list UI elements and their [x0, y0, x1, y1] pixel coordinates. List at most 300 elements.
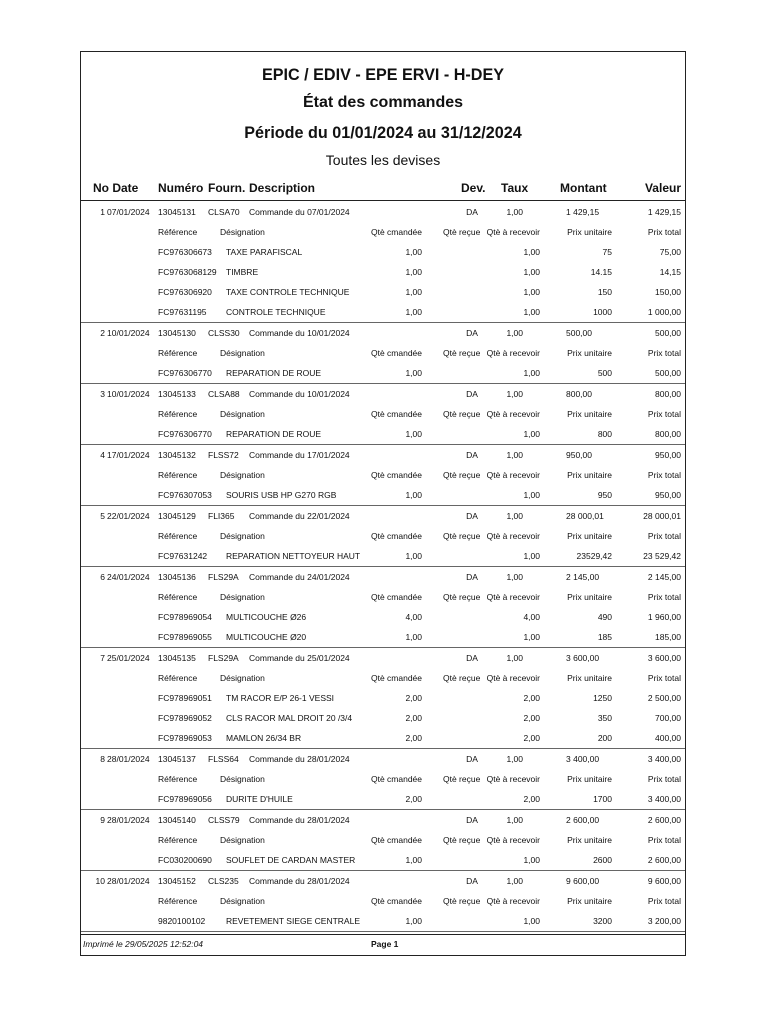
order-montant: 3 600,00 [566, 653, 600, 663]
order-taux: 1,00 [506, 653, 523, 663]
label-reference: Référence [158, 409, 198, 419]
label-qte-recue: Qtè reçue [443, 896, 481, 906]
line-prix-total: 3 200,00 [647, 916, 681, 926]
label-qte-cmandee: Qtè cmandée [370, 592, 422, 602]
line-qte-recevoir: 2,00 [523, 794, 540, 804]
order-dev: DA [466, 207, 478, 217]
label-prix-unitaire: Prix unitaire [567, 470, 612, 480]
line-qte-recevoir: 1,00 [523, 287, 540, 297]
label-qte-cmandee: Qtè cmandée [370, 409, 422, 419]
col-description: Description [249, 181, 316, 195]
line-reference: FC976307053 [158, 490, 212, 500]
order-valeur: 9 600,00 [647, 876, 681, 886]
line-prix-unitaire: 75 [602, 247, 612, 257]
order-line-row [81, 302, 685, 322]
label-qte-recue: Qtè reçue [443, 227, 481, 237]
order-block [81, 871, 685, 932]
label-prix-total: Prix total [647, 227, 681, 237]
order-taux: 1,00 [506, 876, 523, 886]
order-block [81, 810, 685, 871]
label-prix-unitaire: Prix unitaire [567, 409, 612, 419]
label-designation: Désignation [220, 227, 265, 237]
order-description: Commande du 10/01/2024 [249, 328, 350, 338]
line-qte-recevoir: 1,00 [523, 916, 540, 926]
order-numero: 13045130 [158, 328, 196, 338]
order-line-row [81, 708, 685, 728]
label-prix-unitaire: Prix unitaire [567, 774, 612, 784]
line-prix-total: 2 600,00 [647, 855, 681, 865]
order-numero: 13045129 [158, 511, 196, 521]
order-description: Commande du 28/01/2024 [249, 815, 350, 825]
line-reference: FC978969051 [158, 693, 212, 703]
line-reference: FC9763068129 [158, 267, 217, 277]
line-designation: TIMBRE [226, 267, 259, 277]
label-reference: Référence [158, 227, 198, 237]
line-qte-cmandee: 1,00 [405, 632, 422, 642]
order-description: Commande du 22/01/2024 [249, 511, 350, 521]
label-qte-cmandee: Qtè cmandée [370, 227, 422, 237]
label-designation: Désignation [220, 835, 265, 845]
line-labels-row [81, 668, 685, 688]
line-labels-row [81, 891, 685, 911]
order-dev: DA [466, 572, 478, 582]
line-qte-recevoir: 1,00 [523, 267, 540, 277]
order-numero: 13045131 [158, 207, 196, 217]
order-fourn: FLSS64 [208, 754, 239, 764]
order-date: 25/01/2024 [107, 653, 150, 663]
line-qte-cmandee: 1,00 [405, 855, 422, 865]
line-qte-recevoir: 1,00 [523, 632, 540, 642]
col-montant: Montant [560, 181, 607, 195]
order-fourn: FLS29A [208, 572, 239, 582]
line-designation: TM RACOR E/P 26-1 VESSI [226, 693, 335, 703]
header-divider [81, 200, 685, 201]
order-valeur: 800,00 [655, 389, 681, 399]
line-prix-unitaire: 2600 [593, 855, 612, 865]
line-reference: FC976306770 [158, 368, 212, 378]
label-prix-unitaire: Prix unitaire [567, 531, 612, 541]
order-date: 28/01/2024 [107, 876, 150, 886]
line-designation: MULTICOUCHE Ø20 [226, 632, 307, 642]
label-prix-total: Prix total [647, 774, 681, 784]
line-prix-total: 700,00 [655, 713, 681, 723]
line-qte-recevoir: 2,00 [523, 693, 540, 703]
order-header-row [81, 648, 685, 668]
line-reference: FC978969055 [158, 632, 212, 642]
line-qte-recevoir: 1,00 [523, 490, 540, 500]
col-numero: Numéro [158, 181, 204, 195]
line-designation: REPARATION NETTOYEUR HAUT [226, 551, 361, 561]
label-reference: Référence [158, 896, 198, 906]
order-header-row [81, 567, 685, 587]
order-valeur: 2 600,00 [647, 815, 681, 825]
order-description: Commande du 25/01/2024 [249, 653, 350, 663]
order-taux: 1,00 [506, 815, 523, 825]
label-prix-unitaire: Prix unitaire [567, 592, 612, 602]
label-designation: Désignation [220, 531, 265, 541]
label-reference: Référence [158, 470, 198, 480]
line-prix-total: 500,00 [655, 368, 681, 378]
line-prix-unitaire: 500 [597, 368, 612, 378]
label-prix-unitaire: Prix unitaire [567, 896, 612, 906]
line-designation: DURITE D'HUILE [226, 794, 293, 804]
order-no: 3 [100, 389, 105, 399]
order-header-row [81, 445, 685, 465]
line-qte-cmandee: 1,00 [405, 287, 422, 297]
order-line-row [81, 728, 685, 748]
label-qte-recevoir: Qtè à recevoir [486, 227, 540, 237]
order-line-row [81, 607, 685, 627]
order-header-row [81, 202, 685, 222]
order-montant: 2 145,00 [566, 572, 600, 582]
order-montant: 1 429,15 [566, 207, 600, 217]
orders-list [81, 202, 685, 932]
order-taux: 1,00 [506, 754, 523, 764]
page-number: Page 1 [371, 939, 399, 949]
line-qte-recevoir: 4,00 [523, 612, 540, 622]
label-qte-cmandee: Qtè cmandée [370, 531, 422, 541]
report-page [80, 51, 686, 956]
order-dev: DA [466, 754, 478, 764]
col-fourn: Fourn. [208, 181, 246, 195]
line-prix-unitaire: 23529,42 [576, 551, 612, 561]
order-montant: 500,00 [566, 328, 592, 338]
col-taux: Taux [501, 181, 529, 195]
label-qte-cmandee: Qtè cmandée [370, 348, 422, 358]
label-qte-cmandee: Qtè cmandée [370, 896, 422, 906]
order-block [81, 202, 685, 323]
line-reference: FC97631242 [158, 551, 208, 561]
line-labels-row [81, 769, 685, 789]
order-dev: DA [466, 328, 478, 338]
order-fourn: CLSS30 [208, 328, 240, 338]
printed-date: Imprimé le 29/05/2025 12:52:04 [83, 939, 204, 949]
col-dev: Dev. [461, 181, 486, 195]
label-prix-total: Prix total [647, 592, 681, 602]
line-labels-row [81, 830, 685, 850]
line-qte-recevoir: 1,00 [523, 307, 540, 317]
line-designation: SOUFLET DE CARDAN MASTER [226, 855, 356, 865]
line-prix-total: 23 529,42 [643, 551, 681, 561]
order-montant: 800,00 [566, 389, 592, 399]
line-prix-unitaire: 350 [597, 713, 612, 723]
line-qte-cmandee: 2,00 [405, 733, 422, 743]
line-labels-row [81, 404, 685, 424]
label-qte-recue: Qtè reçue [443, 409, 481, 419]
label-qte-recevoir: Qtè à recevoir [486, 673, 540, 683]
order-description: Commande du 28/01/2024 [249, 754, 350, 764]
label-qte-cmandee: Qtè cmandée [370, 470, 422, 480]
line-qte-recevoir: 1,00 [523, 368, 540, 378]
order-no: 2 [100, 328, 105, 338]
label-prix-unitaire: Prix unitaire [567, 835, 612, 845]
line-labels-row [81, 343, 685, 363]
label-qte-cmandee: Qtè cmandée [370, 835, 422, 845]
label-designation: Désignation [220, 673, 265, 683]
label-reference: Référence [158, 531, 198, 541]
order-block [81, 567, 685, 648]
order-header-row [81, 323, 685, 343]
line-qte-cmandee: 1,00 [405, 307, 422, 317]
order-line-row [81, 363, 685, 383]
order-no: 5 [100, 511, 105, 521]
label-prix-total: Prix total [647, 673, 681, 683]
line-prix-total: 2 500,00 [647, 693, 681, 703]
line-prix-unitaire: 1700 [593, 794, 612, 804]
order-valeur: 1 429,15 [647, 207, 681, 217]
order-line-row [81, 242, 685, 262]
order-fourn: CLSA88 [208, 389, 240, 399]
line-reference: FC97631195 [158, 307, 207, 317]
line-prix-total: 75,00 [659, 247, 681, 257]
label-qte-recevoir: Qtè à recevoir [486, 774, 540, 784]
order-valeur: 3 600,00 [647, 653, 681, 663]
line-reference: FC976306770 [158, 429, 212, 439]
order-header-row [81, 749, 685, 769]
line-prix-unitaire: 950 [597, 490, 612, 500]
order-block [81, 749, 685, 810]
order-no: 9 [100, 815, 105, 825]
line-designation: CLS RACOR MAL DROIT 20 /3/4 [226, 713, 353, 723]
line-qte-recevoir: 1,00 [523, 429, 540, 439]
report-period: Période du 01/01/2024 au 31/12/2024 [244, 123, 522, 142]
order-no: 7 [100, 653, 105, 663]
line-labels-row [81, 526, 685, 546]
line-prix-unitaire: 490 [597, 612, 612, 622]
label-qte-cmandee: Qtè cmandée [370, 673, 422, 683]
line-qte-recevoir: 1,00 [523, 855, 540, 865]
order-header-row [81, 810, 685, 830]
order-montant: 9 600,00 [566, 876, 600, 886]
order-fourn: FLSS72 [208, 450, 239, 460]
line-designation: TAXE PARAFISCAL [226, 247, 303, 257]
label-designation: Désignation [220, 774, 265, 784]
line-qte-cmandee: 1,00 [405, 551, 422, 561]
line-reference: 9820100102 [158, 916, 206, 926]
order-date: 07/01/2024 [107, 207, 150, 217]
company-title: EPIC / EDIV - EPE ERVI - H-DEY [261, 65, 505, 84]
order-line-row [81, 789, 685, 809]
label-qte-recue: Qtè reçue [443, 470, 481, 480]
order-line-row [81, 424, 685, 444]
line-prix-total: 1 960,00 [647, 612, 681, 622]
line-designation: TAXE CONTROLE TECHNIQUE [226, 287, 350, 297]
order-montant: 950,00 [566, 450, 592, 460]
order-block [81, 323, 685, 384]
order-dev: DA [466, 389, 478, 399]
order-date: 24/01/2024 [107, 572, 150, 582]
line-designation: SOURIS USB HP G270 RGB [226, 490, 337, 500]
order-no: 4 [100, 450, 105, 460]
order-dev: DA [466, 450, 478, 460]
line-qte-cmandee: 2,00 [405, 693, 422, 703]
order-numero: 13045137 [158, 754, 196, 764]
label-prix-total: Prix total [647, 409, 681, 419]
order-date: 17/01/2024 [107, 450, 150, 460]
order-no: 1 [100, 207, 105, 217]
order-montant: 3 400,00 [566, 754, 600, 764]
line-labels-row [81, 222, 685, 242]
line-qte-cmandee: 1,00 [405, 916, 422, 926]
line-reference: FC978969052 [158, 713, 212, 723]
line-qte-cmandee: 2,00 [405, 713, 422, 723]
line-reference: FC978969053 [158, 733, 212, 743]
order-valeur: 3 400,00 [647, 754, 681, 764]
order-description: Commande du 07/01/2024 [249, 207, 350, 217]
label-designation: Désignation [220, 896, 265, 906]
label-reference: Référence [158, 835, 198, 845]
label-qte-recue: Qtè reçue [443, 835, 481, 845]
label-qte-recevoir: Qtè à recevoir [486, 470, 540, 480]
line-labels-row [81, 587, 685, 607]
line-prix-total: 1 000,00 [647, 307, 681, 317]
order-fourn: CLS235 [208, 876, 239, 886]
order-valeur: 950,00 [655, 450, 681, 460]
label-designation: Désignation [220, 592, 265, 602]
line-designation: MULTICOUCHE Ø26 [226, 612, 307, 622]
order-taux: 1,00 [506, 389, 523, 399]
line-qte-cmandee: 1,00 [405, 267, 422, 277]
label-reference: Référence [158, 348, 198, 358]
line-qte-cmandee: 1,00 [405, 368, 422, 378]
order-fourn: CLSS79 [208, 815, 240, 825]
order-line-row [81, 911, 685, 931]
order-line-row [81, 688, 685, 708]
label-reference: Référence [158, 774, 198, 784]
order-valeur: 2 145,00 [647, 572, 681, 582]
order-description: Commande du 10/01/2024 [249, 389, 350, 399]
line-prix-unitaire: 1250 [593, 693, 612, 703]
line-prix-total: 400,00 [655, 733, 681, 743]
order-numero: 13045136 [158, 572, 196, 582]
order-valeur: 28 000,01 [643, 511, 681, 521]
order-dev: DA [466, 876, 478, 886]
line-prix-total: 3 400,00 [647, 794, 681, 804]
order-fourn: CLSA70 [208, 207, 240, 217]
order-taux: 1,00 [506, 450, 523, 460]
order-montant: 2 600,00 [566, 815, 600, 825]
order-montant: 28 000,01 [566, 511, 604, 521]
order-line-row [81, 485, 685, 505]
label-prix-total: Prix total [647, 835, 681, 845]
order-description: Commande du 17/01/2024 [249, 450, 350, 460]
order-fourn: FLS29A [208, 653, 239, 663]
line-prix-total: 950,00 [655, 490, 681, 500]
line-prix-total: 14,15 [659, 267, 681, 277]
order-numero: 13045135 [158, 653, 196, 663]
line-prix-unitaire: 200 [597, 733, 612, 743]
line-prix-unitaire: 185 [597, 632, 612, 642]
label-reference: Référence [158, 673, 198, 683]
label-qte-recue: Qtè reçue [443, 531, 481, 541]
order-date: 28/01/2024 [107, 815, 150, 825]
line-qte-recevoir: 1,00 [523, 247, 540, 257]
order-date: 22/01/2024 [107, 511, 150, 521]
order-block [81, 506, 685, 567]
order-block [81, 445, 685, 506]
line-reference: FC976306673 [158, 247, 212, 257]
order-header-row [81, 384, 685, 404]
line-prix-unitaire: 150 [597, 287, 612, 297]
order-description: Commande du 24/01/2024 [249, 572, 350, 582]
order-header-row [81, 871, 685, 891]
currency-filter: Toutes les devises [325, 152, 441, 168]
order-line-row [81, 627, 685, 647]
line-prix-total: 800,00 [655, 429, 681, 439]
order-taux: 1,00 [506, 207, 523, 217]
label-qte-recue: Qtè reçue [443, 592, 481, 602]
order-numero: 13045133 [158, 389, 196, 399]
line-prix-unitaire: 800 [597, 429, 612, 439]
line-prix-total: 185,00 [655, 632, 681, 642]
line-qte-cmandee: 1,00 [405, 429, 422, 439]
order-line-row [81, 546, 685, 566]
line-qte-cmandee: 4,00 [405, 612, 422, 622]
line-prix-unitaire: 14.15 [590, 267, 612, 277]
order-numero: 13045132 [158, 450, 196, 460]
order-line-row [81, 850, 685, 870]
label-qte-recevoir: Qtè à recevoir [486, 896, 540, 906]
order-block [81, 384, 685, 445]
order-dev: DA [466, 511, 478, 521]
label-qte-recevoir: Qtè à recevoir [486, 592, 540, 602]
line-designation: REPARATION DE ROUE [226, 429, 322, 439]
order-dev: DA [466, 653, 478, 663]
order-no: 10 [95, 876, 105, 886]
line-reference: FC030200690 [158, 855, 212, 865]
label-qte-recue: Qtè reçue [443, 774, 481, 784]
label-qte-recevoir: Qtè à recevoir [486, 531, 540, 541]
label-designation: Désignation [220, 409, 265, 419]
label-qte-recevoir: Qtè à recevoir [486, 835, 540, 845]
line-reference: FC978969054 [158, 612, 212, 622]
order-block [81, 648, 685, 749]
line-reference: FC978969056 [158, 794, 212, 804]
col-no-date: No Date [93, 181, 139, 195]
label-prix-unitaire: Prix unitaire [567, 227, 612, 237]
line-designation: CONTROLE TECHNIQUE [226, 307, 326, 317]
page-footer [81, 934, 685, 949]
col-valeur: Valeur [644, 181, 681, 195]
label-prix-total: Prix total [647, 470, 681, 480]
order-taux: 1,00 [506, 572, 523, 582]
line-prix-unitaire: 3200 [593, 916, 612, 926]
line-qte-recevoir: 1,00 [523, 551, 540, 561]
line-qte-cmandee: 1,00 [405, 247, 422, 257]
order-no: 6 [100, 572, 105, 582]
label-qte-recue: Qtè reçue [443, 673, 481, 683]
order-dev: DA [466, 815, 478, 825]
order-date: 28/01/2024 [107, 754, 150, 764]
line-prix-unitaire: 1000 [593, 307, 612, 317]
label-qte-cmandee: Qtè cmandée [370, 774, 422, 784]
line-qte-cmandee: 2,00 [405, 794, 422, 804]
label-prix-unitaire: Prix unitaire [567, 673, 612, 683]
report-title: État des commandes [302, 94, 464, 111]
order-numero: 13045140 [158, 815, 196, 825]
line-reference: FC976306920 [158, 287, 212, 297]
line-qte-recevoir: 2,00 [523, 713, 540, 723]
label-prix-total: Prix total [647, 531, 681, 541]
order-line-row [81, 262, 685, 282]
line-qte-recevoir: 2,00 [523, 733, 540, 743]
label-prix-total: Prix total [647, 348, 681, 358]
label-reference: Référence [158, 592, 198, 602]
line-designation: REVETEMENT SIEGE CENTRALE [226, 916, 360, 926]
order-header-row [81, 506, 685, 526]
label-designation: Désignation [220, 470, 265, 480]
label-qte-recue: Qtè reçue [443, 348, 481, 358]
